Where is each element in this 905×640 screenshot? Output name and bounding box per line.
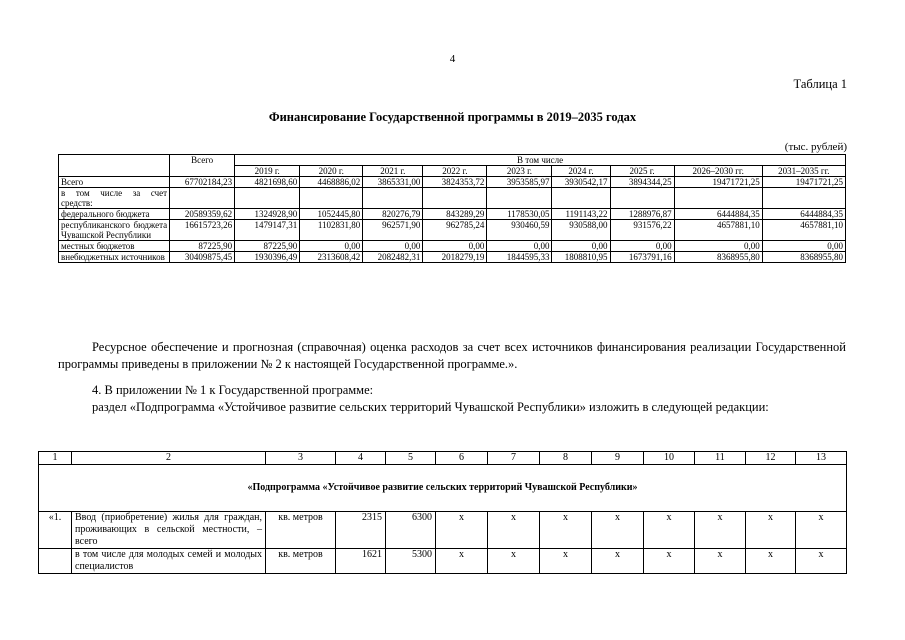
fin-total-cell	[170, 188, 235, 209]
fin-total-cell: 20589359,62	[170, 209, 235, 220]
fin-value-cell: 1808810,95	[552, 252, 610, 263]
fin-year-header: 2025 г.	[610, 166, 674, 177]
sub-indicator-name: Ввод (приобретение) жилья для граждан, проживающих в сельской местности, – всего	[72, 512, 266, 549]
fin-value-cell: 0,00	[552, 241, 610, 252]
fin-row-label: внебюджетных источников	[59, 252, 170, 263]
sub-column-number: 9	[592, 452, 644, 465]
sub-column-number: 1	[39, 452, 72, 465]
fin-value-cell: 19471721,25	[674, 177, 762, 188]
sub-column-number: 7	[488, 452, 540, 465]
fin-value-cell: 930588,00	[552, 220, 610, 241]
fin-header-row-1	[59, 155, 846, 166]
sub-row-number: «1.	[39, 512, 72, 549]
fin-value-cell: 8368955,80	[674, 252, 762, 263]
sub-value-cell: x	[592, 549, 644, 574]
sub-value-cell: x	[592, 512, 644, 549]
fin-year-header: 2031–2035 гг.	[762, 166, 845, 177]
fin-table-row	[59, 220, 846, 241]
fin-value-cell	[423, 188, 487, 209]
fin-value-cell	[363, 188, 423, 209]
page-number: 4	[449, 53, 456, 65]
fin-value-cell: 1178530,05	[487, 209, 552, 220]
sub-value-cell: x	[746, 512, 796, 549]
fin-value-cell: 4657881,10	[762, 220, 845, 241]
fin-year-header: 2023 г.	[487, 166, 552, 177]
sub-indicator-name: в том числе для молодых семей и молодых специалистов	[72, 549, 266, 574]
sub-column-number: 5	[386, 452, 436, 465]
fin-value-cell: 1052445,80	[300, 209, 363, 220]
sub-table-row	[39, 549, 847, 574]
fin-table-row	[59, 241, 846, 252]
fin-value-cell: 2313608,42	[300, 252, 363, 263]
fin-year-header: 2021 г.	[363, 166, 423, 177]
fin-row-label: федерального бюджета	[59, 209, 170, 220]
sub-value-cell: x	[488, 512, 540, 549]
document-title: Финансирование Государственной программы в 2019–2035 годах	[268, 110, 637, 124]
sub-value-cell: x	[796, 512, 847, 549]
fin-value-cell: 19471721,25	[762, 177, 845, 188]
sub-unit: кв. метров	[266, 512, 336, 549]
sub-value-cell: x	[695, 549, 746, 574]
fin-value-cell: 0,00	[674, 241, 762, 252]
fin-value-cell: 3824353,72	[423, 177, 487, 188]
fin-value-cell: 6444884,35	[762, 209, 845, 220]
fin-row-label: местных бюджетов	[59, 241, 170, 252]
fin-table-row	[59, 252, 846, 263]
sub-value-cell: x	[436, 549, 488, 574]
fin-row-label: республиканского бюджета Чувашской Республики	[59, 220, 170, 241]
sub-column-number: 8	[540, 452, 592, 465]
fin-value-cell: 962571,90	[363, 220, 423, 241]
paragraph-section: раздел «Подпрограмма «Устойчивое развитие сельских территорий Чувашской Республики» изложить в следующей редакции:	[92, 400, 769, 414]
fin-value-cell: 4657881,10	[674, 220, 762, 241]
fin-value-cell: 931576,22	[610, 220, 674, 241]
fin-year-header: 2019 г.	[235, 166, 300, 177]
sub-column-number: 6	[436, 452, 488, 465]
fin-value-cell	[300, 188, 363, 209]
fin-value-cell	[552, 188, 610, 209]
fin-year-header: 2022 г.	[423, 166, 487, 177]
sub-column-number: 10	[644, 452, 695, 465]
sub-value-cell: x	[488, 549, 540, 574]
sub-column-number: 2	[72, 452, 266, 465]
fin-row-label: Всего	[59, 177, 170, 188]
fin-value-cell	[235, 188, 300, 209]
fin-value-cell: 4468886,02	[300, 177, 363, 188]
sub-value-cell: 1621	[336, 549, 386, 574]
fin-value-cell	[762, 188, 845, 209]
fin-value-cell: 0,00	[487, 241, 552, 252]
fin-value-cell: 6444884,35	[674, 209, 762, 220]
fin-value-cell: 0,00	[610, 241, 674, 252]
fin-table-row	[59, 177, 846, 188]
fin-total-cell: 87225,90	[170, 241, 235, 252]
fin-total-cell: 16615723,26	[170, 220, 235, 241]
sub-value-cell: x	[746, 549, 796, 574]
fin-group-header: В том числе	[235, 155, 846, 166]
fin-value-cell: 843289,29	[423, 209, 487, 220]
sub-column-number: 12	[746, 452, 796, 465]
table-label: Таблица 1	[793, 77, 847, 91]
sub-value-cell: x	[644, 512, 695, 549]
fin-year-header: 2020 г.	[300, 166, 363, 177]
fin-value-cell: 820276,79	[363, 209, 423, 220]
fin-value-cell: 1288976,87	[610, 209, 674, 220]
sub-value-cell: 6300	[386, 512, 436, 549]
fin-total-cell: 67702184,23	[170, 177, 235, 188]
sub-value-cell: x	[695, 512, 746, 549]
sub-value-cell: x	[540, 549, 592, 574]
sub-column-number-row	[39, 452, 847, 465]
fin-value-cell: 3865331,00	[363, 177, 423, 188]
fin-table-row	[59, 209, 846, 220]
subprogram-heading: «Подпрограмма «Устойчивое развитие сельских территорий Чувашской Республики»	[39, 465, 847, 512]
subprogram-table	[38, 451, 847, 574]
sub-value-cell: x	[644, 549, 695, 574]
financing-table	[58, 154, 846, 263]
sub-table-row	[39, 512, 847, 549]
sub-value-cell: x	[540, 512, 592, 549]
sub-unit: кв. метров	[266, 549, 336, 574]
fin-value-cell: 1102831,80	[300, 220, 363, 241]
fin-value-cell	[610, 188, 674, 209]
fin-value-cell: 1479147,31	[235, 220, 300, 241]
fin-row-label: в том числе за счет средств:	[59, 188, 170, 209]
fin-value-cell	[487, 188, 552, 209]
sub-column-number: 4	[336, 452, 386, 465]
fin-value-cell: 1673791,16	[610, 252, 674, 263]
fin-value-cell: 0,00	[762, 241, 845, 252]
sub-column-number: 3	[266, 452, 336, 465]
fin-value-cell: 0,00	[300, 241, 363, 252]
fin-value-cell: 4821698,60	[235, 177, 300, 188]
fin-value-cell: 2082482,31	[363, 252, 423, 263]
fin-table-row	[59, 188, 846, 209]
sub-table-body	[39, 512, 847, 574]
units-label: (тыс. рублей)	[784, 141, 847, 153]
fin-value-cell: 3953585,97	[487, 177, 552, 188]
fin-value-cell: 930460,59	[487, 220, 552, 241]
fin-year-header: 2024 г.	[552, 166, 610, 177]
fin-value-cell: 2018279,19	[423, 252, 487, 263]
fin-value-cell	[674, 188, 762, 209]
sub-value-cell: x	[796, 549, 847, 574]
fin-value-cell: 3894344,25	[610, 177, 674, 188]
sub-heading-row	[39, 465, 847, 512]
sub-value-cell: 2315	[336, 512, 386, 549]
sub-row-number	[39, 549, 72, 574]
fin-value-cell: 1191143,22	[552, 209, 610, 220]
fin-value-cell: 3930542,17	[552, 177, 610, 188]
paragraph-appendix: 4. В приложении № 1 к Государственной программе:	[92, 383, 374, 397]
fin-value-cell: 962785,24	[423, 220, 487, 241]
fin-year-header: 2026–2030 гг.	[674, 166, 762, 177]
fin-value-cell: 1324928,90	[235, 209, 300, 220]
sub-column-number: 11	[695, 452, 746, 465]
paragraph-resources: Ресурсное обеспечение и прогнозная (справочная) оценка расходов за счет всех источников финансирования реализации Государственной программы приведены в приложении № 2 к настоящей Государственной программе.».	[58, 340, 846, 371]
fin-total-cell: 30409875,45	[170, 252, 235, 263]
fin-value-cell: 0,00	[363, 241, 423, 252]
fin-value-cell: 87225,90	[235, 241, 300, 252]
fin-value-cell: 1844595,33	[487, 252, 552, 263]
fin-table-body	[59, 177, 846, 263]
fin-value-cell: 8368955,80	[762, 252, 845, 263]
sub-value-cell: 5300	[386, 549, 436, 574]
fin-value-cell: 1930396,49	[235, 252, 300, 263]
fin-total-header: Всего	[170, 155, 235, 177]
sub-column-number: 13	[796, 452, 847, 465]
sub-value-cell: x	[436, 512, 488, 549]
fin-corner-cell	[59, 155, 170, 177]
fin-value-cell: 0,00	[423, 241, 487, 252]
